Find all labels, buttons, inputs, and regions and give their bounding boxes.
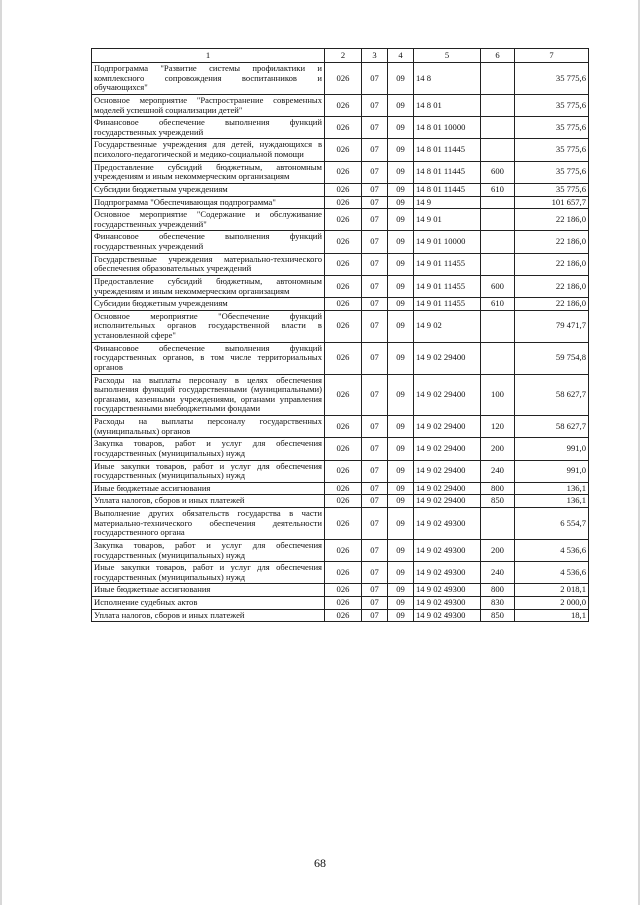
ministry-code-cell: 026 (325, 562, 362, 584)
subsection-code-cell: 09 (388, 342, 414, 374)
expense-type-cell: 830 (481, 597, 515, 610)
subsection-code-cell: 09 (388, 275, 414, 297)
target-article-cell: 14 9 01 10000 (414, 231, 481, 253)
subsection-code-cell: 09 (388, 495, 414, 508)
table-row (92, 298, 589, 311)
expense-type-cell: 200 (481, 438, 515, 460)
expense-name-cell: Иные бюджетные ассигнования (92, 482, 325, 495)
column-header-6: 6 (481, 49, 515, 63)
expense-name-cell: Уплата налогов, сборов и иных платежей (92, 609, 325, 622)
expense-type-cell (481, 253, 515, 275)
target-article-cell: 14 9 02 29400 (414, 416, 481, 438)
table-row (92, 539, 589, 561)
expense-type-cell: 850 (481, 609, 515, 622)
subsection-code-cell: 09 (388, 539, 414, 561)
expense-name-cell: Субсидии бюджетным учреждениям (92, 298, 325, 311)
table-body (92, 63, 589, 622)
ministry-code-cell: 026 (325, 63, 362, 95)
section-code-cell: 07 (362, 609, 388, 622)
target-article-cell: 14 9 02 49300 (414, 562, 481, 584)
expense-type-cell: 120 (481, 416, 515, 438)
amount-cell: 35 775,6 (515, 94, 589, 116)
target-article-cell: 14 9 01 11455 (414, 298, 481, 311)
ministry-code-cell: 026 (325, 597, 362, 610)
expense-type-cell: 800 (481, 584, 515, 597)
ministry-code-cell: 026 (325, 183, 362, 196)
amount-cell: 136,1 (515, 482, 589, 495)
table-row (92, 416, 589, 438)
ministry-code-cell: 026 (325, 94, 362, 116)
section-code-cell: 07 (362, 539, 388, 561)
section-code-cell: 07 (362, 298, 388, 311)
budget-table (91, 48, 589, 622)
subsection-code-cell: 09 (388, 460, 414, 482)
table-row (92, 310, 589, 342)
section-code-cell: 07 (362, 231, 388, 253)
target-article-cell: 14 8 01 11445 (414, 139, 481, 161)
subsection-code-cell: 09 (388, 310, 414, 342)
ministry-code-cell: 026 (325, 438, 362, 460)
subsection-code-cell: 09 (388, 562, 414, 584)
expense-name-cell: Финансовое обеспечение выполнения функций государственных учреждений (92, 231, 325, 253)
subsection-code-cell: 09 (388, 63, 414, 95)
target-article-cell: 14 9 02 29400 (414, 342, 481, 374)
ministry-code-cell: 026 (325, 584, 362, 597)
expense-name-cell: Подпрограмма "Развитие системы профилактики и комплексного сопровождения воспитанников и обучающихся" (92, 63, 325, 95)
expense-type-cell (481, 94, 515, 116)
amount-cell: 101 657,7 (515, 196, 589, 209)
section-code-cell: 07 (362, 310, 388, 342)
ministry-code-cell: 026 (325, 161, 362, 183)
section-code-cell: 07 (362, 562, 388, 584)
expense-name-cell: Предоставление субсидий бюджетным, автономным учреждениям и иным некоммерческим организациям (92, 275, 325, 297)
section-code-cell: 07 (362, 584, 388, 597)
ministry-code-cell: 026 (325, 231, 362, 253)
ministry-code-cell: 026 (325, 374, 362, 416)
amount-cell: 6 554,7 (515, 508, 589, 540)
ministry-code-cell: 026 (325, 275, 362, 297)
table-row (92, 94, 589, 116)
amount-cell: 22 186,0 (515, 298, 589, 311)
table-row (92, 161, 589, 183)
subsection-code-cell: 09 (388, 231, 414, 253)
target-article-cell: 14 9 02 49300 (414, 597, 481, 610)
section-code-cell: 07 (362, 196, 388, 209)
amount-cell: 35 775,6 (515, 139, 589, 161)
ministry-code-cell: 026 (325, 253, 362, 275)
table-row (92, 508, 589, 540)
subsection-code-cell: 09 (388, 253, 414, 275)
table-row (92, 482, 589, 495)
expense-name-cell: Финансовое обеспечение выполнения функций государственных учреждений (92, 117, 325, 139)
subsection-code-cell: 09 (388, 609, 414, 622)
table-row (92, 117, 589, 139)
section-code-cell: 07 (362, 597, 388, 610)
page-number: 68 (314, 856, 326, 870)
target-article-cell: 14 8 (414, 63, 481, 95)
target-article-cell: 14 8 01 (414, 94, 481, 116)
expense-name-cell: Выполнение других обязательств государства в части материально-технического обеспечения деятельности государственного органа (92, 508, 325, 540)
target-article-cell: 14 9 02 29400 (414, 482, 481, 495)
amount-cell: 991,0 (515, 438, 589, 460)
expense-name-cell: Основное мероприятие "Содержание и обслуживание государственных учреждений" (92, 209, 325, 231)
subsection-code-cell: 09 (388, 117, 414, 139)
column-header-5: 5 (414, 49, 481, 63)
target-article-cell: 14 9 02 29400 (414, 374, 481, 416)
target-article-cell: 14 8 01 10000 (414, 117, 481, 139)
column-header-7: 7 (515, 49, 589, 63)
table-row (92, 438, 589, 460)
section-code-cell: 07 (362, 508, 388, 540)
table-row (92, 183, 589, 196)
target-article-cell: 14 9 02 (414, 310, 481, 342)
expense-type-cell (481, 63, 515, 95)
table-row (92, 584, 589, 597)
subsection-code-cell: 09 (388, 416, 414, 438)
expense-name-cell: Иные закупки товаров, работ и услуг для обеспечения государственных (муниципальных) нужд (92, 460, 325, 482)
target-article-cell: 14 9 02 49300 (414, 584, 481, 597)
amount-cell: 136,1 (515, 495, 589, 508)
expense-name-cell: Финансовое обеспечение выполнения функций государственных органов, в том числе территориальных органов (92, 342, 325, 374)
amount-cell: 22 186,0 (515, 209, 589, 231)
ministry-code-cell: 026 (325, 482, 362, 495)
expense-name-cell: Иные закупки товаров, работ и услуг для обеспечения государственных (муниципальных) нужд (92, 562, 325, 584)
section-code-cell: 07 (362, 416, 388, 438)
column-header-4: 4 (388, 49, 414, 63)
target-article-cell: 14 9 02 29400 (414, 495, 481, 508)
table-row (92, 460, 589, 482)
expense-name-cell: Уплата налогов, сборов и иных платежей (92, 495, 325, 508)
column-header-1: 1 (92, 49, 325, 63)
amount-cell: 79 471,7 (515, 310, 589, 342)
section-code-cell: 07 (362, 275, 388, 297)
subsection-code-cell: 09 (388, 508, 414, 540)
table-row (92, 374, 589, 416)
target-article-cell: 14 9 02 49300 (414, 539, 481, 561)
expense-name-cell: Предоставление субсидий бюджетным, автономным учреждениям и иным некоммерческим организациям (92, 161, 325, 183)
expense-type-cell: 600 (481, 161, 515, 183)
expense-name-cell: Основное мероприятие "Обеспечение функций исполнительных органов государственной власти в установленной сфере" (92, 310, 325, 342)
amount-cell: 22 186,0 (515, 253, 589, 275)
column-header-3: 3 (362, 49, 388, 63)
section-code-cell: 07 (362, 342, 388, 374)
subsection-code-cell: 09 (388, 482, 414, 495)
expense-name-cell: Основное мероприятие "Распространение современных моделей успешной социализации детей" (92, 94, 325, 116)
expense-type-cell: 800 (481, 482, 515, 495)
amount-cell: 2 000,0 (515, 597, 589, 610)
target-article-cell: 14 9 02 49300 (414, 609, 481, 622)
expense-name-cell: Подпрограмма "Обеспечивающая подпрограмма" (92, 196, 325, 209)
table-row (92, 63, 589, 95)
section-code-cell: 07 (362, 374, 388, 416)
subsection-code-cell: 09 (388, 161, 414, 183)
expense-type-cell (481, 117, 515, 139)
amount-cell: 2 018,1 (515, 584, 589, 597)
ministry-code-cell: 026 (325, 539, 362, 561)
target-article-cell: 14 9 02 29400 (414, 438, 481, 460)
target-article-cell: 14 8 01 11445 (414, 183, 481, 196)
section-code-cell: 07 (362, 183, 388, 196)
ministry-code-cell: 026 (325, 196, 362, 209)
subsection-code-cell: 09 (388, 183, 414, 196)
section-code-cell: 07 (362, 438, 388, 460)
amount-cell: 18,1 (515, 609, 589, 622)
expense-name-cell: Закупка товаров, работ и услуг для обеспечения государственных (муниципальных) нужд (92, 539, 325, 561)
table-header-row (92, 49, 589, 63)
ministry-code-cell: 026 (325, 495, 362, 508)
target-article-cell: 14 8 01 11445 (414, 161, 481, 183)
target-article-cell: 14 9 01 11455 (414, 253, 481, 275)
amount-cell: 991,0 (515, 460, 589, 482)
section-code-cell: 07 (362, 161, 388, 183)
amount-cell: 22 186,0 (515, 231, 589, 253)
amount-cell: 35 775,6 (515, 161, 589, 183)
section-code-cell: 07 (362, 209, 388, 231)
ministry-code-cell: 026 (325, 508, 362, 540)
expense-type-cell (481, 342, 515, 374)
expense-type-cell (481, 231, 515, 253)
section-code-cell: 07 (362, 460, 388, 482)
section-code-cell: 07 (362, 139, 388, 161)
amount-cell: 4 536,6 (515, 539, 589, 561)
target-article-cell: 14 9 01 11455 (414, 275, 481, 297)
table-row (92, 231, 589, 253)
amount-cell: 22 186,0 (515, 275, 589, 297)
amount-cell: 59 754,8 (515, 342, 589, 374)
expense-name-cell: Субсидии бюджетным учреждениям (92, 183, 325, 196)
ministry-code-cell: 026 (325, 460, 362, 482)
table-row (92, 597, 589, 610)
ministry-code-cell: 026 (325, 609, 362, 622)
target-article-cell: 14 9 (414, 196, 481, 209)
table-row (92, 609, 589, 622)
subsection-code-cell: 09 (388, 94, 414, 116)
table-row (92, 253, 589, 275)
subsection-code-cell: 09 (388, 139, 414, 161)
subsection-code-cell: 09 (388, 438, 414, 460)
amount-cell: 58 627,7 (515, 374, 589, 416)
expense-name-cell: Исполнение судебных актов (92, 597, 325, 610)
subsection-code-cell: 09 (388, 209, 414, 231)
ministry-code-cell: 026 (325, 139, 362, 161)
scan-left-edge (0, 0, 2, 905)
ministry-code-cell: 026 (325, 209, 362, 231)
table-row (92, 196, 589, 209)
table-row (92, 139, 589, 161)
expense-name-cell: Иные бюджетные ассигнования (92, 584, 325, 597)
subsection-code-cell: 09 (388, 597, 414, 610)
subsection-code-cell: 09 (388, 374, 414, 416)
ministry-code-cell: 026 (325, 298, 362, 311)
expense-type-cell: 850 (481, 495, 515, 508)
subsection-code-cell: 09 (388, 298, 414, 311)
subsection-code-cell: 09 (388, 196, 414, 209)
expense-type-cell: 600 (481, 275, 515, 297)
section-code-cell: 07 (362, 94, 388, 116)
table-row (92, 209, 589, 231)
expense-type-cell: 100 (481, 374, 515, 416)
target-article-cell: 14 9 01 (414, 209, 481, 231)
section-code-cell: 07 (362, 117, 388, 139)
amount-cell: 35 775,6 (515, 117, 589, 139)
expense-name-cell: Государственные учреждения материально-технического обеспечения образовательных учреждений (92, 253, 325, 275)
expense-type-cell (481, 310, 515, 342)
ministry-code-cell: 026 (325, 310, 362, 342)
expense-type-cell (481, 209, 515, 231)
table-row (92, 275, 589, 297)
ministry-code-cell: 026 (325, 342, 362, 374)
section-code-cell: 07 (362, 253, 388, 275)
expense-name-cell: Государственные учреждения для детей, нуждающихся в психолого-педагогической и медико-социальной помощи (92, 139, 325, 161)
document-sheet (91, 48, 588, 622)
expense-type-cell (481, 139, 515, 161)
section-code-cell: 07 (362, 63, 388, 95)
column-header-2: 2 (325, 49, 362, 63)
amount-cell: 4 536,6 (515, 562, 589, 584)
expense-type-cell: 200 (481, 539, 515, 561)
section-code-cell: 07 (362, 495, 388, 508)
section-code-cell: 07 (362, 482, 388, 495)
expense-type-cell (481, 196, 515, 209)
expense-name-cell: Закупка товаров, работ и услуг для обеспечения государственных (муниципальных) нужд (92, 438, 325, 460)
expense-type-cell: 240 (481, 460, 515, 482)
expense-type-cell: 610 (481, 183, 515, 196)
ministry-code-cell: 026 (325, 117, 362, 139)
amount-cell: 58 627,7 (515, 416, 589, 438)
expense-name-cell: Расходы на выплаты персоналу в целях обеспечения выполнения функций государственными (муниципальными) органами, казенными учреждениями, органами управления государственными внебюджетными фондами (92, 374, 325, 416)
ministry-code-cell: 026 (325, 416, 362, 438)
expense-type-cell: 610 (481, 298, 515, 311)
subsection-code-cell: 09 (388, 584, 414, 597)
expense-name-cell: Расходы на выплаты персоналу государственных (муниципальных) органов (92, 416, 325, 438)
target-article-cell: 14 9 02 29400 (414, 460, 481, 482)
table-row (92, 562, 589, 584)
amount-cell: 35 775,6 (515, 63, 589, 95)
amount-cell: 35 775,6 (515, 183, 589, 196)
table-row (92, 342, 589, 374)
expense-type-cell (481, 508, 515, 540)
expense-type-cell: 240 (481, 562, 515, 584)
table-row (92, 495, 589, 508)
target-article-cell: 14 9 02 49300 (414, 508, 481, 540)
